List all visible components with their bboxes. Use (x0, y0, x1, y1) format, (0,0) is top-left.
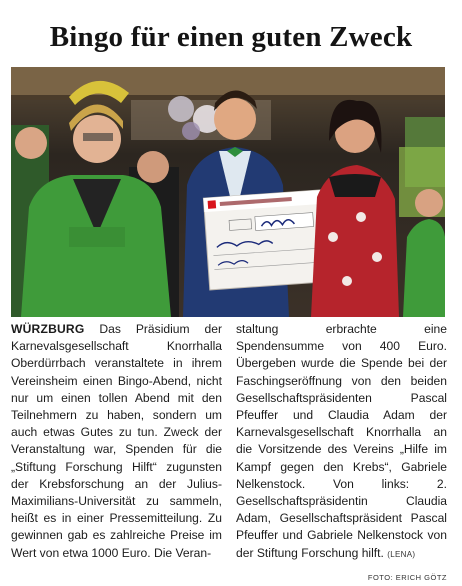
news-photo (11, 67, 445, 317)
article-body (11, 321, 447, 582)
dateline: WÜRZBURG (11, 322, 85, 336)
headline: Bingo für einen guten Zweck (49, 21, 413, 53)
article-text-right: staltung erbrachte eine Spendensumme von 400 Euro. Übergeben wurde die Spende bei der Faschingseröffnung von den beiden Gesellschaftspräsidenten Pascal Pfeuffer und Claudia Adam der Karnevalsgesellschaft Knorrhalla an die Vorsitzende des Vereins „Hilfe im Kampf gegen den Krebs“, Gabriele Nelkenstock. Von links: 2. Gesellschaftspräsidentin Claudia Adam, Gesellschaftspräsident Pascal Pfeuffer und Gabriele Nelkenstock von der Stiftung Forschung hilft. (236, 322, 447, 560)
article-column-right (236, 321, 447, 586)
article-text-left: Das Präsidium der Karnevalsgesellschaft Knorrhalla Oberdürrbach veranstaltete in ihrem Vereinsheim einen Bingo-Abend, nicht nur um einen tollen Abend mit den Teilnehmern zu haben, sondern um auch etwas Gutes zu tun. Zweck der Veranstaltung war, Spenden für die „Stiftung Forschung Hilft“ zugunsten der Krebsforschung an der Julius-Maximilians-Universität zu sammeln, heißt es in einer Pressemitteilung. Zu gewinnen gab es zahlreiche Preise im Wert von etwa 1000 Euro. Die Veran- (11, 322, 222, 560)
author-signature: (LENA) (387, 549, 416, 559)
photo-credit: FOTO: ERICH GÖTZ (367, 572, 447, 582)
article-column-left (11, 321, 222, 562)
